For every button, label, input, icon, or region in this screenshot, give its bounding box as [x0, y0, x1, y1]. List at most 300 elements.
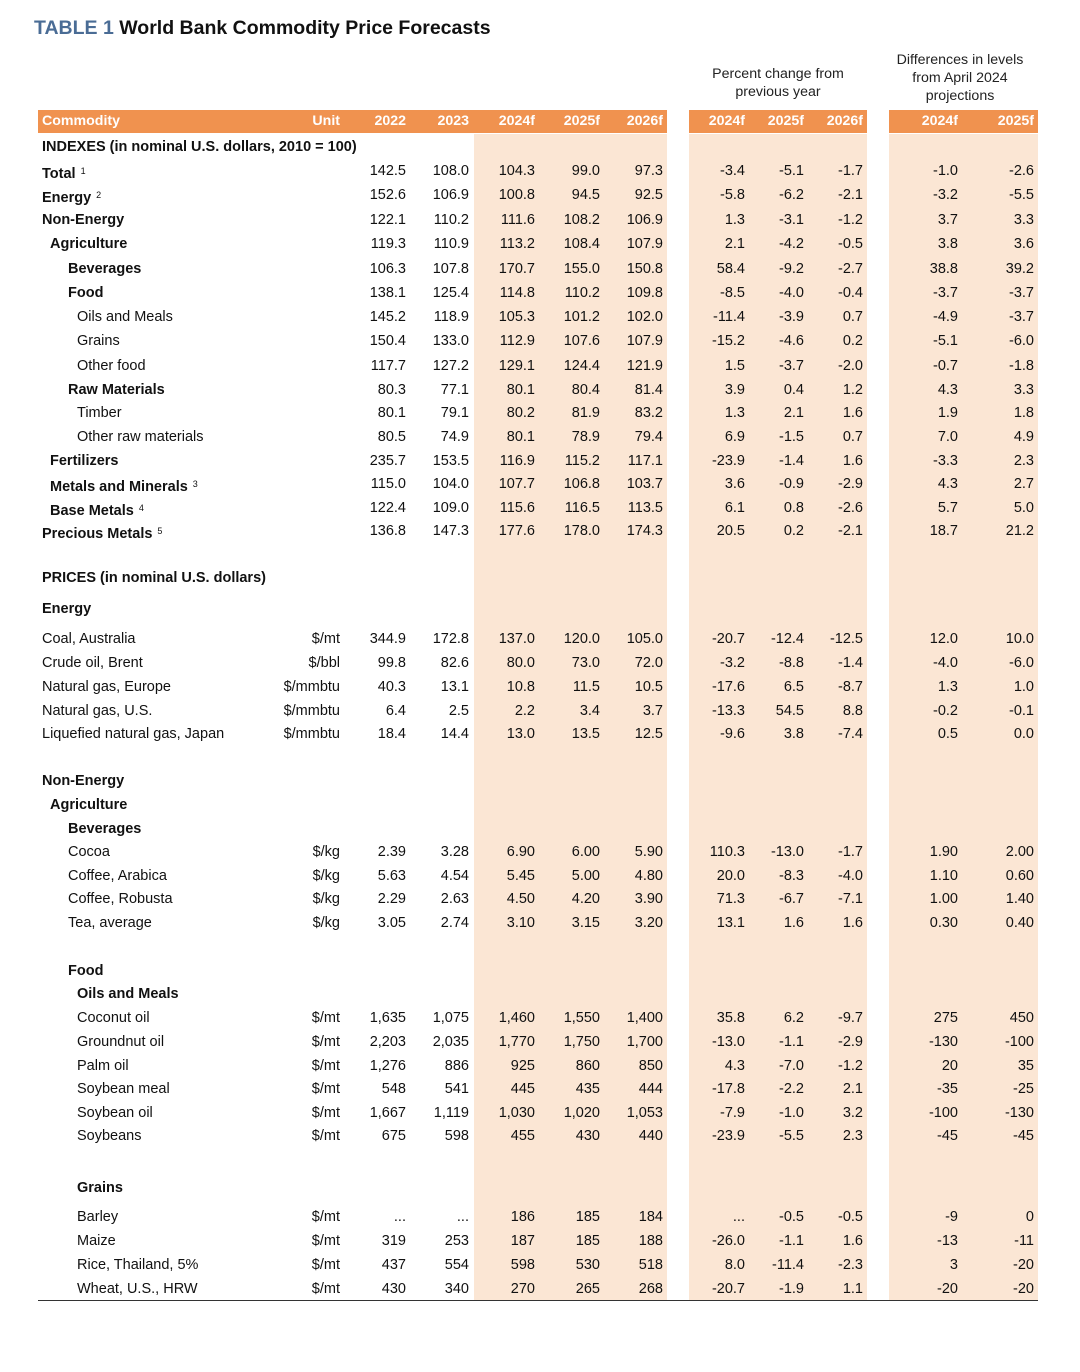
value-cell: 94.5 — [571, 187, 600, 203]
value-cell: 106.9 — [432, 187, 469, 203]
value-cell: 107.9 — [626, 333, 663, 349]
diff-cell: 2.3 — [1013, 453, 1034, 469]
diff-cell: 1.3 — [937, 679, 958, 695]
row-label: Coal, Australia — [42, 631, 136, 647]
diff-cell: 3.3 — [1013, 212, 1034, 228]
row-label: Groundnut oil — [77, 1034, 165, 1050]
value-cell: 100.8 — [498, 187, 535, 203]
row-label: Energy $^2$ — [42, 190, 102, 206]
value-cell: 860 — [575, 1058, 600, 1074]
row-label: Agriculture — [50, 797, 128, 813]
pct-change-cell: -5.5 — [779, 1128, 804, 1144]
value-cell: 185 — [575, 1233, 600, 1249]
value-cell: 1,460 — [498, 1010, 535, 1026]
diff-cell: 0.60 — [1005, 868, 1034, 884]
value-cell: 1,075 — [432, 1010, 469, 1026]
diff-cell: -5.1 — [933, 333, 958, 349]
pct-change-cell: 0.7 — [842, 429, 863, 445]
value-cell: 2.39 — [377, 844, 406, 860]
pct-change-cell: -3.1 — [779, 212, 804, 228]
value-cell: 104.0 — [432, 476, 469, 492]
diff-cell: 18.7 — [929, 523, 958, 539]
diff-cell: 21.2 — [1005, 523, 1034, 539]
unit-cell: $/kg — [312, 891, 340, 907]
value-cell: 107.6 — [563, 333, 600, 349]
value-cell: 121.9 — [626, 358, 663, 374]
unit-cell: $/kg — [312, 915, 340, 931]
value-cell: 13.5 — [571, 726, 600, 742]
pct-change-cell: -2.3 — [838, 1257, 863, 1273]
table-title — [34, 17, 491, 40]
value-cell: 80.4 — [571, 382, 600, 398]
pct-change-cell: -5.1 — [779, 163, 804, 179]
diff-cell: -5.5 — [1009, 187, 1034, 203]
diff-cell: 4.3 — [937, 476, 958, 492]
diff-cell: 5.0 — [1013, 500, 1034, 516]
unit-cell: $/mt — [311, 631, 340, 647]
row-label: Food — [68, 285, 104, 301]
value-cell: 138.1 — [369, 285, 406, 301]
value-cell: 3.20 — [634, 915, 663, 931]
pct-change-cell: 0.7 — [842, 309, 863, 325]
value-cell: 5.63 — [377, 868, 406, 884]
diff-cell: 5.7 — [937, 500, 958, 516]
value-cell: 437 — [381, 1257, 406, 1273]
value-cell: 118.9 — [433, 309, 469, 325]
pct-change-cell: -0.5 — [838, 236, 863, 252]
table-row — [0, 282, 1080, 304]
value-cell: 133.0 — [432, 333, 469, 349]
diff-cell: 3.7 — [937, 212, 958, 228]
row-label: Total $^1$ — [42, 166, 86, 182]
diff-cell: 4.3 — [937, 382, 958, 398]
row-label: Wheat, U.S., HRW — [77, 1281, 198, 1297]
table-row — [0, 1206, 1080, 1228]
value-cell: 115.6 — [499, 500, 535, 516]
table-row — [0, 330, 1080, 352]
row-label: Other food — [77, 358, 146, 374]
pct-change-cell: 1.3 — [724, 212, 745, 228]
diff-cell: -13 — [937, 1233, 958, 1249]
diff-cell: -20 — [937, 1281, 958, 1297]
diff-cell: 3.6 — [1013, 236, 1034, 252]
pct-change-cell: -3.4 — [720, 163, 745, 179]
diff-cell: -20 — [1013, 1281, 1034, 1297]
value-cell: 142.5 — [369, 163, 406, 179]
pct-change-cell: 2.1 — [842, 1081, 863, 1097]
row-label: Rice, Thailand, 5% — [77, 1257, 199, 1273]
pct-change-cell: 110.3 — [709, 844, 745, 860]
pct-change-cell: -2.9 — [838, 1034, 863, 1050]
pct-change-cell: 20.0 — [716, 868, 745, 884]
diff-group-header: Differences in levels from April 2024 projections — [896, 52, 1024, 104]
col-header-pct-2026f: 2026f — [826, 113, 863, 129]
diff-cell: -130 — [1004, 1105, 1034, 1121]
value-cell: 1,020 — [563, 1105, 600, 1121]
pct-change-cell: 1.1 — [842, 1281, 863, 1297]
value-cell: 1,030 — [498, 1105, 535, 1121]
unit-cell: $/mt — [311, 1257, 340, 1273]
value-cell: 172.8 — [432, 631, 469, 647]
pct-change-cell: 1.3 — [724, 405, 745, 421]
pct-change-cell: -8.8 — [779, 655, 804, 671]
value-cell: 109.8 — [626, 285, 663, 301]
pct-change-cell: -2.9 — [838, 476, 863, 492]
value-cell: 110.2 — [433, 212, 469, 228]
pct-change-cell: -5.8 — [720, 187, 745, 203]
row-label: Oils and Meals — [77, 309, 173, 325]
pct-change-cell: 1.6 — [842, 453, 863, 469]
pct-change-cell: -20.7 — [711, 631, 745, 647]
pct-change-cell: -0.9 — [779, 476, 804, 492]
table-row — [0, 676, 1080, 698]
value-cell: 11.5 — [572, 679, 600, 695]
pct-change-cell: -1.7 — [838, 163, 863, 179]
value-cell: 105.3 — [498, 309, 535, 325]
value-cell: 1,667 — [369, 1105, 406, 1121]
pct-change-cell: -1.4 — [779, 453, 804, 469]
value-cell: 92.5 — [634, 187, 663, 203]
value-cell: 186 — [510, 1209, 535, 1225]
section-header-row — [0, 794, 1080, 816]
diff-cell: 1.00 — [929, 891, 958, 907]
col-header-2022: 2022 — [374, 113, 406, 129]
pct-change-cell: -9.2 — [779, 261, 804, 277]
unit-cell: $/mt — [311, 1128, 340, 1144]
value-cell: 115.2 — [564, 453, 600, 469]
pct-change-cell: -3.9 — [779, 309, 804, 325]
value-cell: 1,750 — [563, 1034, 600, 1050]
diff-cell: 3 — [949, 1257, 958, 1273]
section-header-row — [0, 818, 1080, 840]
value-cell: 1,053 — [626, 1105, 663, 1121]
diff-cell: 7.0 — [937, 429, 958, 445]
diff-cell: 10.0 — [1005, 631, 1034, 647]
value-cell: 3.4 — [579, 703, 600, 719]
pct-change-cell: -1.7 — [838, 844, 863, 860]
diff-cell: -6.0 — [1009, 655, 1034, 671]
value-cell: 10.5 — [634, 679, 663, 695]
value-cell: 444 — [638, 1081, 663, 1097]
diff-cell: 3.8 — [937, 236, 958, 252]
col-header-pct-2024f: 2024f — [708, 113, 745, 129]
section-header-row — [0, 983, 1080, 1005]
table-row — [0, 184, 1080, 206]
col-header-2026f: 2026f — [626, 113, 663, 129]
value-cell: 113.2 — [499, 236, 535, 252]
value-cell: 101.2 — [563, 309, 600, 325]
footnote-marker: 5 — [157, 526, 163, 536]
value-cell: 319 — [381, 1233, 406, 1249]
diff-cell: 3.3 — [1013, 382, 1034, 398]
table-row — [0, 379, 1080, 401]
pct-change-cell: -4.2 — [779, 236, 804, 252]
pct-change-cell: -23.9 — [711, 1128, 745, 1144]
diff-cell: -3.3 — [933, 453, 958, 469]
value-cell: 178.0 — [563, 523, 600, 539]
value-cell: 80.5 — [377, 429, 406, 445]
diff-cell: -1.8 — [1009, 358, 1034, 374]
value-cell: 74.9 — [440, 429, 469, 445]
value-cell: 137.0 — [498, 631, 535, 647]
pct-change-cell: -13.0 — [711, 1034, 745, 1050]
pct-change-cell: 4.3 — [724, 1058, 745, 1074]
table-row — [0, 355, 1080, 377]
pct-change-cell: -0.4 — [838, 285, 863, 301]
table-row — [0, 1007, 1080, 1029]
pct-change-cell: 3.8 — [783, 726, 804, 742]
row-label: Soybeans — [77, 1128, 142, 1144]
value-cell: 886 — [444, 1058, 469, 1074]
value-cell: 5.00 — [571, 868, 600, 884]
value-cell: 1,400 — [626, 1010, 663, 1026]
pct-change-cell: -9.7 — [838, 1010, 863, 1026]
value-cell: 110.2 — [564, 285, 600, 301]
table-row — [0, 450, 1080, 472]
row-label: INDEXES (in nominal U.S. dollars, 2010 = 100) — [42, 139, 357, 155]
pct-change-cell: 6.9 — [724, 429, 745, 445]
diff-cell: -0.7 — [933, 358, 958, 374]
unit-cell: $/mt — [311, 1281, 340, 1297]
diff-cell: 0.40 — [1005, 915, 1034, 931]
value-cell: 103.7 — [626, 476, 663, 492]
pct-change-cell: -12.5 — [829, 631, 863, 647]
diff-cell: 1.9 — [937, 405, 958, 421]
value-cell: 13.1 — [440, 679, 469, 695]
table-row — [0, 628, 1080, 650]
pct-change-cell: 1.6 — [783, 915, 804, 931]
value-cell: 107.8 — [432, 261, 469, 277]
value-cell: 122.4 — [369, 500, 406, 516]
value-cell: 445 — [510, 1081, 535, 1097]
value-cell: 268 — [638, 1281, 663, 1297]
value-cell: 1,635 — [369, 1010, 406, 1026]
diff-cell: 275 — [933, 1010, 958, 1026]
value-cell: 153.5 — [432, 453, 469, 469]
pct-change-cell: 1.6 — [842, 1233, 863, 1249]
value-cell: 102.0 — [626, 309, 663, 325]
value-cell: 99.0 — [571, 163, 600, 179]
value-cell: 73.0 — [571, 655, 600, 671]
pct-change-cell: 2.1 — [783, 405, 804, 421]
diff-cell: -3.7 — [1009, 309, 1034, 325]
value-cell: 2,035 — [432, 1034, 469, 1050]
value-cell: 106.3 — [369, 261, 406, 277]
section-header-row — [0, 960, 1080, 982]
pct-change-cell: 1.2 — [842, 382, 863, 398]
pct-change-cell: -20.7 — [711, 1281, 745, 1297]
table-row — [0, 233, 1080, 255]
value-cell: 265 — [575, 1281, 600, 1297]
value-cell: 3.05 — [377, 915, 406, 931]
pct-change-cell: -2.2 — [779, 1081, 804, 1097]
diff-cell: 39.2 — [1005, 261, 1034, 277]
unit-cell: $/mt — [311, 1034, 340, 1050]
pct-change-cell: -2.7 — [838, 261, 863, 277]
row-label: Fertilizers — [50, 453, 119, 469]
value-cell: 120.0 — [563, 631, 600, 647]
pct-change-cell: 3.2 — [842, 1105, 863, 1121]
value-cell: 124.4 — [563, 358, 600, 374]
value-cell: 72.0 — [634, 655, 663, 671]
value-cell: 136.8 — [369, 523, 406, 539]
pct-change-cell: -1.1 — [779, 1233, 804, 1249]
value-cell: 117.7 — [370, 358, 406, 374]
row-label: Base Metals $^4$ — [50, 503, 144, 519]
value-cell: 104.3 — [498, 163, 535, 179]
section-header-row — [0, 770, 1080, 792]
value-cell: 155.0 — [563, 261, 600, 277]
pct-change-cell: 6.5 — [783, 679, 804, 695]
value-cell: 5.45 — [506, 868, 535, 884]
diff-cell: -4.9 — [933, 309, 958, 325]
table-row — [0, 1078, 1080, 1100]
pct-change-cell: -15.2 — [711, 333, 745, 349]
value-cell: ... — [393, 1209, 406, 1225]
row-label: Non-Energy — [42, 773, 125, 789]
row-label: Grains — [77, 1180, 123, 1196]
diff-cell: 0.0 — [1013, 726, 1034, 742]
value-cell: 106.8 — [563, 476, 600, 492]
diff-cell: -45 — [1013, 1128, 1034, 1144]
table-row — [0, 700, 1080, 722]
pct-change-cell: -0.5 — [838, 1209, 863, 1225]
pct-change-cell: 0.8 — [783, 500, 804, 516]
table-row — [0, 652, 1080, 674]
pct-change-cell: 0.2 — [842, 333, 863, 349]
row-label: Coffee, Robusta — [68, 891, 173, 907]
col-header-diff-2025f: 2025f — [997, 113, 1034, 129]
table-row — [0, 841, 1080, 863]
diff-cell: 38.8 — [929, 261, 958, 277]
pct-change-cell: -2.0 — [838, 358, 863, 374]
diff-cell: 35 — [1017, 1058, 1034, 1074]
pct-change-cell: -4.0 — [838, 868, 863, 884]
value-cell: 12.5 — [634, 726, 663, 742]
row-label: Coffee, Arabica — [68, 868, 167, 884]
table-row — [0, 258, 1080, 280]
diff-cell: 1.90 — [929, 844, 958, 860]
diff-cell: -25 — [1013, 1081, 1034, 1097]
pct-change-cell: -13.0 — [770, 844, 804, 860]
row-label: Soybean meal — [77, 1081, 170, 1097]
row-label: Natural gas, Europe — [42, 679, 171, 695]
pct-change-group-header: Percent change from previous year — [712, 66, 844, 100]
diff-cell: -3.7 — [1009, 285, 1034, 301]
pct-change-cell: -17.6 — [711, 679, 745, 695]
pct-change-cell: -23.9 — [711, 453, 745, 469]
value-cell: 106.9 — [626, 212, 663, 228]
value-cell: 2,203 — [369, 1034, 406, 1050]
value-cell: 13.0 — [506, 726, 535, 742]
section-header-row — [0, 567, 1080, 589]
value-cell: 455 — [510, 1128, 535, 1144]
value-cell: 80.3 — [377, 382, 406, 398]
pct-change-cell: -2.6 — [838, 500, 863, 516]
col-header-diff-2024f: 2024f — [921, 113, 958, 129]
pct-change-cell: 35.8 — [716, 1010, 745, 1026]
row-label: Maize — [77, 1233, 116, 1249]
row-label: Non-Energy — [42, 212, 125, 228]
unit-cell: $/mt — [311, 1010, 340, 1026]
value-cell: 129.1 — [498, 358, 535, 374]
pct-change-cell: -13.3 — [711, 703, 745, 719]
value-cell: 147.3 — [432, 523, 469, 539]
diff-cell: -100 — [1004, 1034, 1034, 1050]
unit-cell: $/mt — [311, 1058, 340, 1074]
value-cell: 598 — [444, 1128, 469, 1144]
value-cell: 4.54 — [440, 868, 469, 884]
value-cell: 152.6 — [369, 187, 406, 203]
unit-cell: $/kg — [312, 868, 340, 884]
value-cell: 925 — [510, 1058, 535, 1074]
value-cell: 109.0 — [432, 500, 469, 516]
value-cell: 3.90 — [634, 891, 663, 907]
diff-cell: 0 — [1025, 1209, 1034, 1225]
value-cell: 435 — [575, 1081, 600, 1097]
table-row — [0, 1102, 1080, 1124]
col-header-2025f: 2025f — [563, 113, 600, 129]
value-cell: 3.28 — [440, 844, 469, 860]
row-label: Grains — [77, 333, 120, 349]
footnote-marker: 3 — [192, 479, 198, 489]
pct-change-cell: -1.2 — [838, 212, 863, 228]
value-cell: 108.4 — [563, 236, 600, 252]
value-cell: 3.7 — [642, 703, 663, 719]
pct-change-cell: -7.1 — [838, 891, 863, 907]
footnote-marker: 4 — [138, 503, 144, 513]
value-cell: 150.8 — [626, 261, 663, 277]
value-cell: 77.1 — [440, 382, 469, 398]
diff-cell: -6.0 — [1009, 333, 1034, 349]
value-cell: 598 — [510, 1257, 535, 1273]
unit-cell: $/mt — [311, 1209, 340, 1225]
row-label: Coconut oil — [77, 1010, 150, 1026]
pct-change-cell: -1.4 — [838, 655, 863, 671]
value-cell: 1,700 — [626, 1034, 663, 1050]
value-cell: 82.6 — [440, 655, 469, 671]
table-row — [0, 160, 1080, 182]
value-cell: 110.9 — [433, 236, 469, 252]
value-cell: 340 — [444, 1281, 469, 1297]
pct-change-cell: 3.9 — [724, 382, 745, 398]
value-cell: 18.4 — [377, 726, 406, 742]
value-cell: 108.0 — [432, 163, 469, 179]
value-cell: 10.8 — [506, 679, 535, 695]
value-cell: 79.4 — [634, 429, 663, 445]
value-cell: 184 — [638, 1209, 663, 1225]
value-cell: 78.9 — [571, 429, 600, 445]
diff-cell: -35 — [937, 1081, 958, 1097]
value-cell: 6.00 — [571, 844, 600, 860]
pct-change-cell: -8.5 — [720, 285, 745, 301]
value-cell: 113.5 — [627, 500, 663, 516]
col-header-2024f: 2024f — [498, 113, 535, 129]
pct-change-cell: -6.2 — [779, 187, 804, 203]
value-cell: 1,770 — [498, 1034, 535, 1050]
col-header-pct-2025f: 2025f — [767, 113, 804, 129]
value-cell: 548 — [381, 1081, 406, 1097]
pct-change-cell: -26.0 — [711, 1233, 745, 1249]
pct-change-cell: -6.7 — [779, 891, 804, 907]
diff-cell: -9 — [945, 1209, 958, 1225]
pct-change-cell: -0.5 — [779, 1209, 804, 1225]
diff-cell: -100 — [928, 1105, 958, 1121]
footnote-marker: 2 — [96, 190, 102, 200]
value-cell: 270 — [510, 1281, 535, 1297]
diff-cell: -130 — [928, 1034, 958, 1050]
value-cell: 4.80 — [634, 868, 663, 884]
